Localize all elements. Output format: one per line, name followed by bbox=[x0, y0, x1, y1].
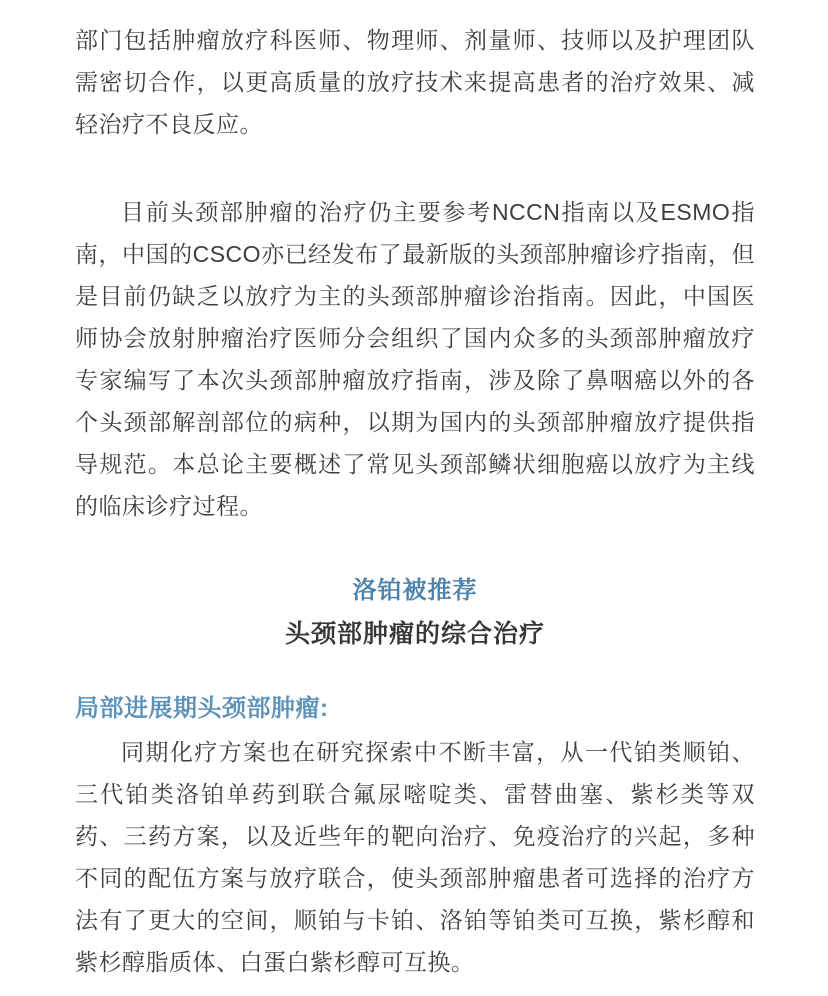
promo-heading-lobaplatin-recommended: 洛铂被推荐 bbox=[352, 577, 478, 604]
section-title-comprehensive-treatment: 头颈部肿瘤的综合治疗 bbox=[284, 620, 545, 648]
paragraph-treatment-guidelines: 目前头颈部肿瘤的治疗仍主要参考NCCN指南以及ESMO指南，中国的CSCO亦已经发布了最新版的头颈部肿瘤诊疗指南，但是目前仍缺乏以放疗为主的头颈部肿瘤诊治指南。因此，中国医师协会放射肿瘤治疗医师分会组织了国内众多的头颈部肿瘤放疗专家编写了本次头颈部肿瘤放疗指南，涉及除了鼻咽癌以外的各个头颈部解剖部位的病种，以期为国内的头颈部肿瘤放疗提供指导规范。本总论主要概述了常见头颈部鳞状细胞癌以放疗为主线的临床诊疗过程。 bbox=[75, 199, 755, 519]
paragraph-team-collaboration: 部门包括肿瘤放疗科医师、物理师、剂量师、技师以及护理团队需密切合作，以更高质量的放疗技术来提高患者的治疗效果、减轻治疗不良反应。 bbox=[75, 27, 755, 137]
subsection-label-locally-advanced: 局部进展期头颈部肿瘤: bbox=[75, 695, 329, 722]
paragraph-concurrent-chemotherapy: 同期化疗方案也在研究探索中不断丰富，从一代铂类顺铂、三代铂类洛铂单药到联合氟尿嘧啶类、雷替曲塞、紫杉类等双药、三药方案，以及近些年的靶向治疗、免疫治疗的兴起，多种不同的配伍方案与放疗联合，使头颈部肿瘤患者可选择的治疗方法有了更大的空间，顺铂与卡铂、洛铂等铂类可互换，紫杉醇和紫杉醇脂质体、白蛋白紫杉醇可互换。 bbox=[75, 739, 755, 975]
